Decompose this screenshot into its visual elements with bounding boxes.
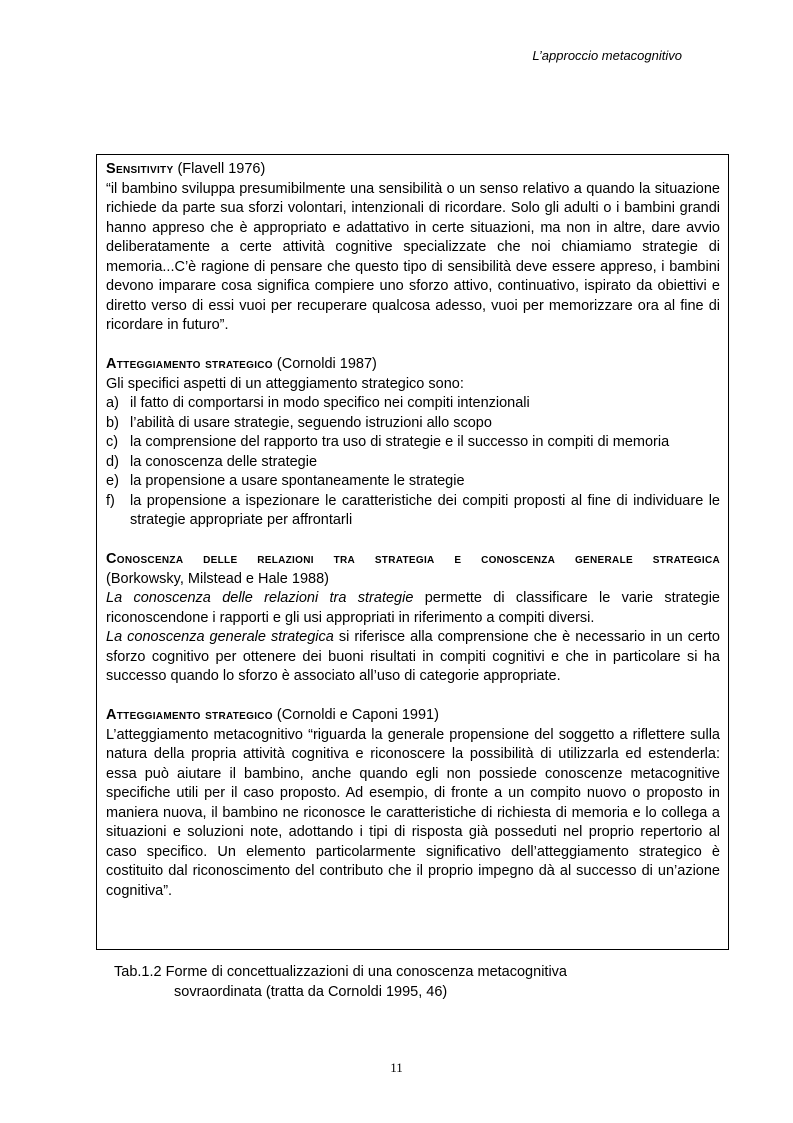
- list-item-label: b): [106, 414, 119, 431]
- section-title-text: Conoscenza delle relazioni tra strategia e conoscenza generale strategica: [106, 551, 720, 567]
- list-item: [106, 394, 720, 414]
- list-item-text: l’abilità di usare strategie, seguendo istruzioni allo scopo: [130, 414, 492, 431]
- table-caption: [114, 962, 674, 1002]
- section-title: Sensitivity: [106, 161, 174, 177]
- list-item-label: f): [106, 492, 115, 509]
- section-heading: [106, 160, 720, 180]
- list-item-label: c): [106, 434, 119, 450]
- running-header: L’approccio metacognitivo: [532, 48, 682, 63]
- paragraph-text: si riferisce alla comprensione che è necessario in un certo sforzo cognitivo per ottenere dei buoni risultati in compiti cognitivi e che in particolare si ha successo quando lo sforzo è associato all’uso di categorie appropriate.: [106, 629, 720, 684]
- italic-term: La conoscenza delle relazioni tra strategie: [106, 590, 414, 606]
- section-atteggiamento-strategico-1991: [106, 706, 720, 901]
- list-item: [106, 492, 720, 531]
- section-paragraph: [106, 628, 720, 687]
- caption-line-1: Tab.1.2 Forme di concettualizzazioni di una conoscenza metacognitiva: [114, 964, 567, 980]
- list-item: [106, 414, 720, 434]
- section-paragraph: [106, 589, 720, 628]
- list-item-text: il fatto di comportarsi in modo specifico nei compiti intenzionali: [130, 395, 530, 411]
- section-citation: (Cornoldi 1987): [276, 356, 377, 372]
- section-citation: (Flavell 1976): [177, 161, 266, 177]
- section-citation: (Borkowsky, Milstead e Hale 1988): [106, 570, 329, 587]
- section-title: Atteggiamento strategico: [106, 356, 273, 372]
- section-title: Atteggiamento strategico: [106, 707, 273, 723]
- list-item-label: a): [106, 395, 119, 411]
- section-heading: [106, 355, 720, 375]
- section-heading: [106, 706, 720, 726]
- list-item-label: e): [106, 473, 119, 489]
- paragraph-text: permette di classificare le varie strategie riconoscendone i rapporti e gli usi appropriati in riferimento a compiti diversi.: [106, 590, 720, 626]
- list-item-text: la propensione a usare spontaneamente le strategie: [130, 473, 465, 489]
- section-body: “il bambino sviluppa presumibilmente una sensibilità o un senso relativo a quando la situazione richiede da parte sua sforzi volontari, intenzionali di ricordare. Solo gli adulti o i bambini grandi hanno appreso che è appropriato e adattativo in certe situazioni, ma non in altre, dare avvio deliberatamente a certe attività cognitive specializzate che noi chiamiamo strategie di memoria...C’è ragione di pensare che questo tipo di sensibilità deve essere appreso, i bambini devono imparare cosa significa compiere uno sforzo attivo, continuativo, ispirato da obiettivi e diretto verso di essi vuoi per recuperare qualcosa adesso, vuoi per memorizzare ora al fine di ricordare in futuro”.: [106, 180, 720, 333]
- section-body: L’atteggiamento metacognitivo “riguarda la generale propensione del soggetto a riflettere sulla natura della propria attività cognitiva e riconoscere la possibilità di utilizzarla ed estenderla: essa può aiutare il bambino, anche quando egli non possiede conoscenze metacognitive specifiche utili per il caso proposto. Ad esempio, di fronte a un compito nuovo o proposto in maniera nuova, il bambino ne riconosce le caratteristiche di richiesta di memoria e lo collega a situazioni e soluzioni note, adottando i tipi di risposta già posseduti nel proprio repertorio al caso specifico. Un elemento particolarmente significativo dell’atteggiamento strategico è costituito dal riconoscimento del contributo che il proprio impegno dà al successo di un’azione cognitiva”.: [106, 726, 720, 899]
- section-intro: Gli specifici aspetti di un atteggiamento strategico sono:: [106, 375, 464, 392]
- caption-line-2: sovraordinata (tratta da Cornoldi 1995, 46): [174, 984, 448, 1000]
- section-citation: (Cornoldi e Caponi 1991): [276, 707, 439, 723]
- page-number: 11: [390, 1060, 403, 1075]
- section-title: [106, 550, 720, 570]
- concept-table: [96, 154, 729, 950]
- list-item: [106, 433, 720, 453]
- italic-term: La conoscenza generale strategica: [106, 629, 334, 645]
- list-item-text: la conoscenza delle strategie: [130, 453, 318, 470]
- section-sensitivity: [106, 160, 720, 336]
- list-item: [106, 453, 720, 473]
- list-item-label: d): [106, 453, 119, 470]
- list-item-text: la comprensione del rapporto tra uso di strategie e il successo in compiti di memoria: [130, 434, 670, 450]
- aspects-list: [106, 394, 720, 531]
- section-atteggiamento-strategico-1987: [106, 355, 720, 531]
- list-item: [106, 472, 720, 492]
- list-item-text: la propensione a ispezionare le caratteristiche dei compiti proposti al fine di individuare le strategie appropriate per affrontarli: [130, 492, 720, 528]
- section-conoscenza-relazioni: [106, 550, 720, 687]
